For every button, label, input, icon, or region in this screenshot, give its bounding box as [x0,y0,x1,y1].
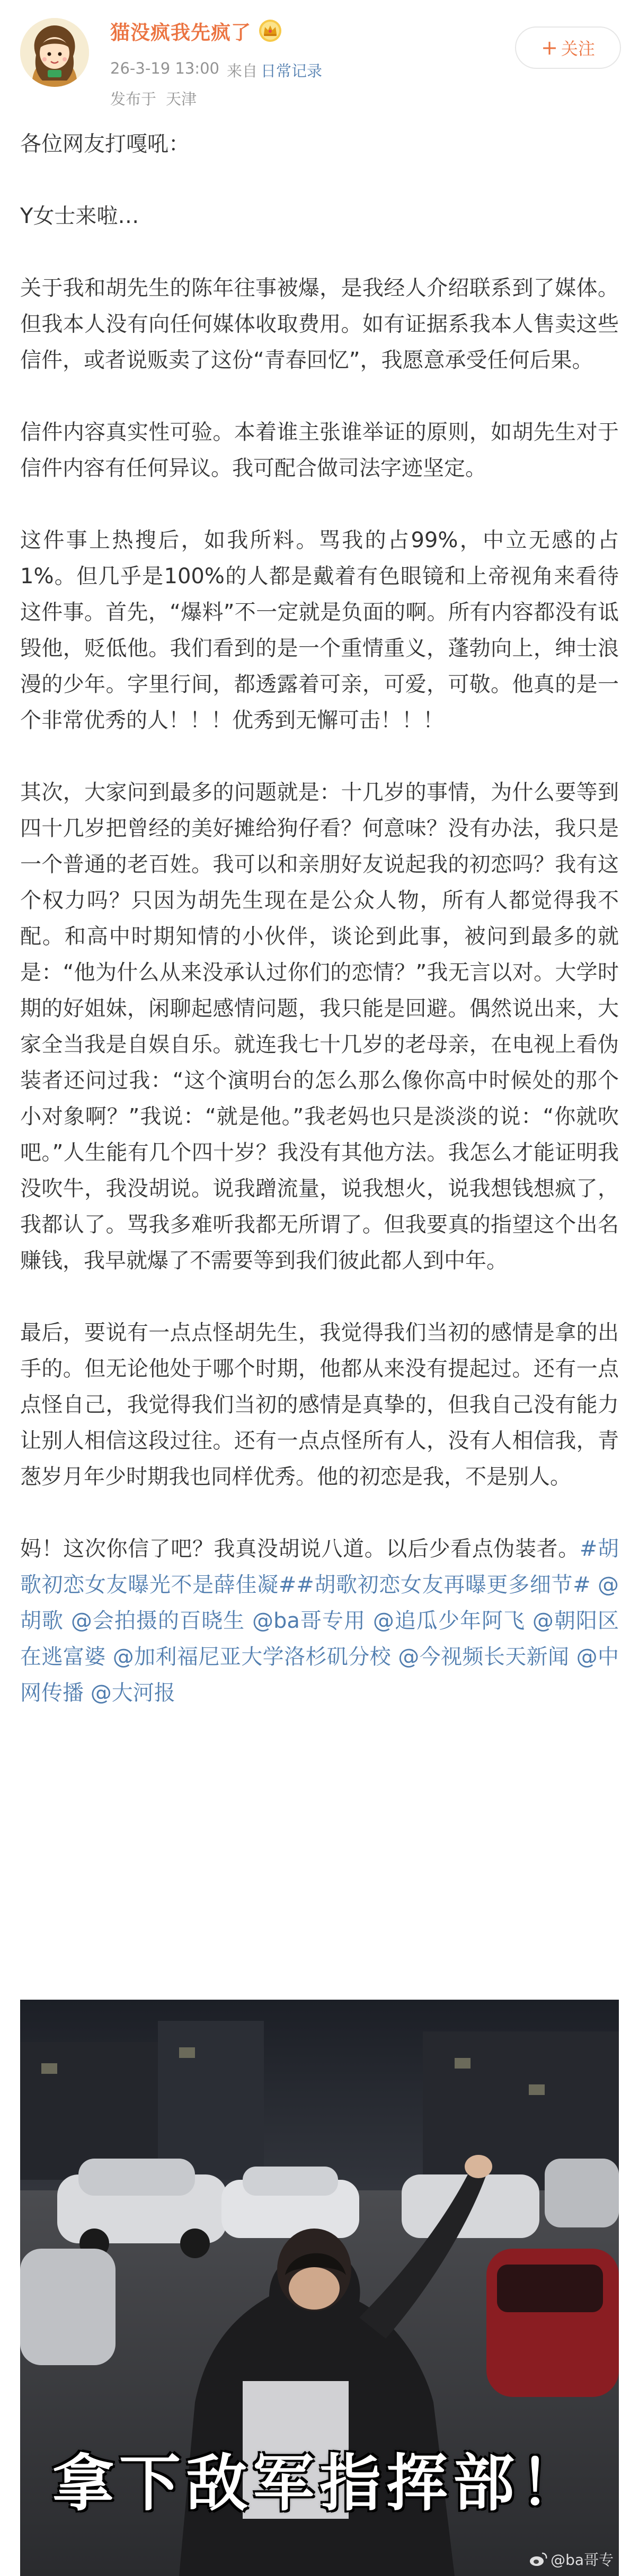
weibo-logo-icon [529,2551,547,2567]
post-time: 26-3-19 13:00 [110,59,219,77]
follow-label: 关注 [561,39,595,59]
source-prefix: 来自 [226,62,258,80]
post-paragraph: 关于我和胡先生的陈年往事被爆，是我经人介绍联系到了媒体。但我本人没有向任何媒体收取费用。如有证据系我本人售卖这些信件，或者说贩卖了这份“青春回忆”，我愿意承受任何后果。 [20,276,619,372]
cartoon-girl-avatar-icon [20,18,89,87]
post-meta [110,59,322,81]
crown-badge-icon [258,18,283,43]
mention-link[interactable]: @胡歌 [20,1573,619,1633]
location-label: 发布于 [110,90,157,108]
author-name[interactable]: 猫没疯我先疯了 [110,21,251,44]
post-paragraph: Y女士来啦… [20,204,139,228]
post-location [110,87,197,109]
mention-link[interactable]: @朝阳区在逃富婆 [20,1609,619,1669]
topic-tag[interactable]: #胡歌初恋女友再曝更多细节# [296,1573,591,1597]
mention-link[interactable]: @追瓜少年阿飞 [372,1609,526,1633]
post-paragraph-text: 妈！这次你信了吧？我真没胡说八道。以后少看点伪装者。 [20,1537,580,1561]
mention-link[interactable]: @大河报 [90,1681,175,1705]
post-paragraph-with-tags [20,1531,619,1711]
post-paragraph: 这件事上热搜后，如我所料。骂我的占99%，中立无感的占1%。但几乎是100%的人都是戴着有色眼镜和上帝视角来看待这件事。首先，“爆料”不一定就是负面的啊。所有内容都没有诋毁他，贬低他。我们看到的是一个重情重义，蓬勃向上，绅士浪漫的少年。字里行间，都透露着可亲，可爱，可敬。他真的是一个非常优秀的人！！！优秀到无懈可击！！！ [20,528,619,733]
post-header [0,0,639,114]
mention-link[interactable]: @ba哥专用 [252,1609,366,1633]
location-value: 天津 [166,90,197,108]
mention-link[interactable]: @今视频长天新闻 [398,1645,570,1669]
follow-button[interactable] [515,26,621,69]
post-source-link[interactable]: 日常记录 [261,62,323,80]
mention-link[interactable]: @会拍摄的百晓生 [70,1609,245,1633]
image-watermark [529,2548,614,2570]
watermark-text: @ba哥专 [551,2551,614,2569]
topic-tag[interactable]: #胡歌初恋女友曝光不是薛佳凝# [20,1537,619,1597]
mention-link[interactable]: @中网传播 [20,1645,619,1705]
post-paragraph: 信件内容真实性可验。本着谁主张谁举证的原则，如胡先生对于信件内容有任何异议。我可配合做司法字迹坚定。 [20,420,619,480]
post-paragraph: 各位网友打嘎吼： [20,132,190,156]
author-name-row [110,15,283,47]
plus-icon: + [541,36,558,59]
image-caption: 拿下敌军指挥部！ [52,2448,587,2519]
mention-link[interactable]: @加利福尼亚大学洛杉矶分校 [112,1645,392,1669]
post-image[interactable] [20,2000,619,2576]
post-paragraph: 最后，要说有一点点怪胡先生，我觉得我们当初的感情是拿的出手的。但无论他处于哪个时期，他都从来没有提起过。还有一点点怪自己，我觉得我们当初的感情是真挚的，但我自己没有能力让别人相信这段过往。还有一点点怪所有人，没有人相信我，青葱岁月年少时期我也同样优秀。他的初恋是我，不是别人。 [20,1321,619,1489]
post-paragraph: 其次，大家问到最多的问题就是：十几岁的事情，为什么要等到四十几岁把曾经的美好摊给狗仔看？何意味？没有办法，我只是一个普通的老百姓。我可以和亲朋好友说起我的初恋吗？我有这个权力吗？只因为胡先生现在是公众人物，所有人都觉得我不配。和高中时期知情的小伙伴，谈论到此事，被问到最多的就是：“他为什么从来没承认过你们的恋情？”我无言以对。大学时期的好姐妹，闲聊起感情问题，我只能是回避。偶然说出来，大家全当我是自娱自乐。就连我七十几岁的老母亲，在电视上看伪装者还问过我：“这个演明台的怎么那么像你高中时候处的那个小对象啊？”我说：“就是他。”我老妈也只是淡淡的说：“你就吹吧。”人生能有几个四十岁？我没有其他方法。我怎么才能证明我没吹牛，我没胡说。说我蹭流量，说我想火，说我想钱想疯了，我都认了。骂我多难听我都无所谓了。但我要真的指望这个出名赚钱，我早就爆了不需要等到我们彼此都人到中年。 [20,780,619,1273]
post-body [20,126,619,1711]
author-avatar[interactable] [20,18,89,87]
